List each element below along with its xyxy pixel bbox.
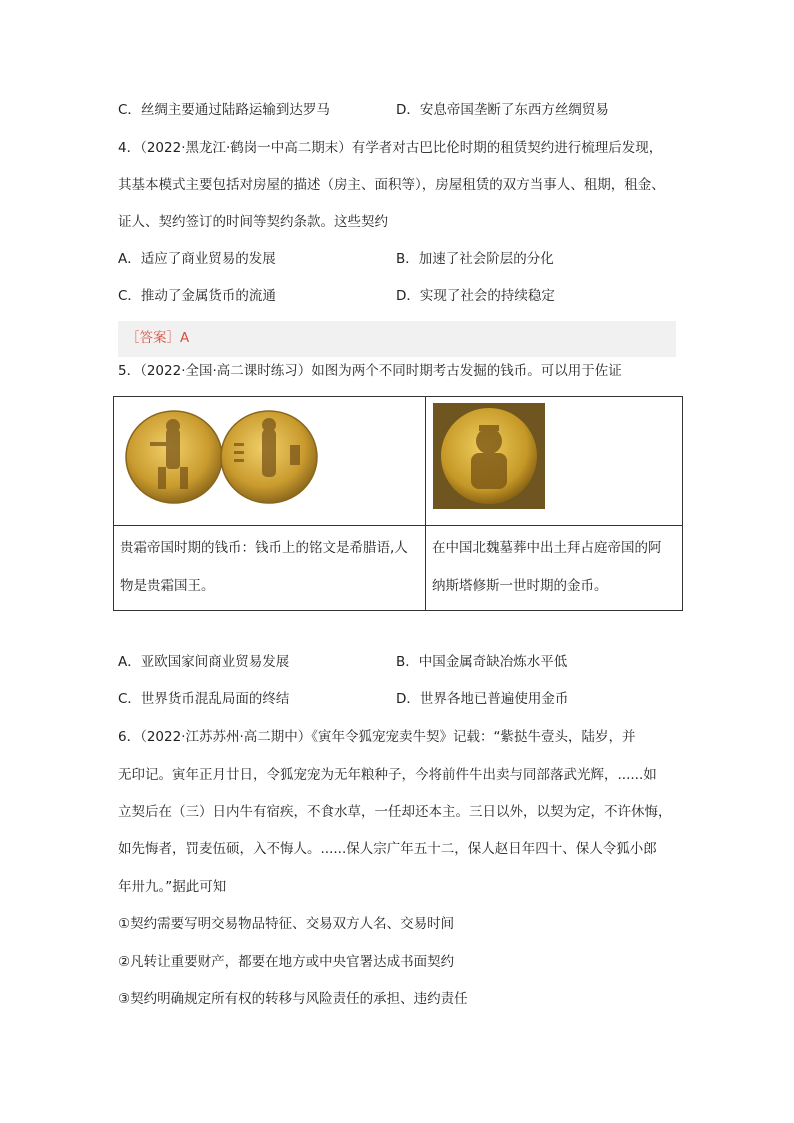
q6-stem-line1: 6．（2022·江苏苏州·高二期中）《寅年令狐宠宠卖牛契》记载：“紫挞牛壹头，陆岁，并 [118, 729, 636, 745]
q4-answer: ［答案］A [126, 330, 190, 346]
kushan-coins-image [122, 407, 322, 507]
byzantine-caption-cell [426, 526, 683, 611]
q4-answer-bar [118, 321, 676, 357]
q5-option-b: B．中国金属奇缺冶炼水平低 [396, 654, 568, 670]
q4-stem-line1: 4．（2022·黑龙江·鹤岗一中高二期末）有学者对古巴比伦时期的租赁契约进行梳理后发现， [118, 140, 663, 156]
q4-option-b: B．加速了社会阶层的分化 [396, 251, 554, 267]
byzantine-coin-cell [426, 397, 683, 526]
coin-table [113, 396, 683, 611]
q6-stem-line4: 如先悔者，罚麦伍硕，入不悔人。......保人宗广年五十二，保人赵日年四十、保人令狐小郎 [118, 841, 657, 857]
q4-option-a: A．适应了商业贸易的发展 [118, 251, 276, 267]
q6-stem-line3: 立契后在（三）日内牛有宿疾，不食水草，一任却还本主。三日以外，以契为定，不许休悔， [118, 804, 672, 820]
kushan-caption-line1: 贵霜帝国时期的钱币：钱币上的铭文是希腊语,人 [120, 540, 408, 556]
q5-option-d: D．世界各地已普遍使用金币 [396, 691, 569, 707]
byzantine-coin-image [433, 403, 545, 509]
q4-stem-line3: 证人、契约签订的时间等契约条款。这些契约 [118, 214, 388, 230]
q5-option-c: C．世界货币混乱局面的终结 [118, 691, 290, 707]
q6-item-2: ②凡转让重要财产，都要在地方或中央官署达成书面契约 [118, 954, 455, 970]
byzantine-caption-line1: 在中国北魏墓葬中出土拜占庭帝国的阿 [432, 540, 662, 556]
kushan-coin-cell [114, 397, 426, 526]
q6-item-3: ③契约明确规定所有权的转移与风险责任的承担、违约责任 [118, 991, 468, 1007]
q4-stem-line2: 其基本模式主要包括对房屋的描述（房主、面积等），房屋租赁的双方当事人、租期，租金、 [118, 177, 665, 193]
q4-option-c: C．推动了金属货币的流通 [118, 288, 276, 304]
q6-stem-line2: 无印记。寅年正月廿日，令狐宠宠为无年粮种子，今将前件牛出卖与同部落武光辉，......如 [118, 767, 657, 783]
q4-option-d: D．实现了社会的持续稳定 [396, 288, 555, 304]
kushan-caption-line2: 物是贵霜国王。 [120, 578, 215, 594]
q3-option-c: C．丝绸主要通过陆路运输到达罗马 [118, 102, 330, 118]
q5-option-a: A．亚欧国家间商业贸易发展 [118, 654, 290, 670]
q6-stem-line5: 年卅九。”据此可知 [118, 879, 227, 895]
q3-option-d: D．安息帝国垄断了东西方丝绸贸易 [396, 102, 609, 118]
q6-item-1: ①契约需要写明交易物品特征、交易双方人名、交易时间 [118, 916, 455, 932]
byzantine-caption-line2: 纳斯塔修斯一世时期的金币。 [432, 578, 608, 594]
q5-stem-line1: 5．（2022·全国·高二课时练习）如图为两个不同时期考古发掘的钱币。可以用于佐证 [118, 363, 622, 379]
kushan-caption-cell [114, 526, 426, 611]
